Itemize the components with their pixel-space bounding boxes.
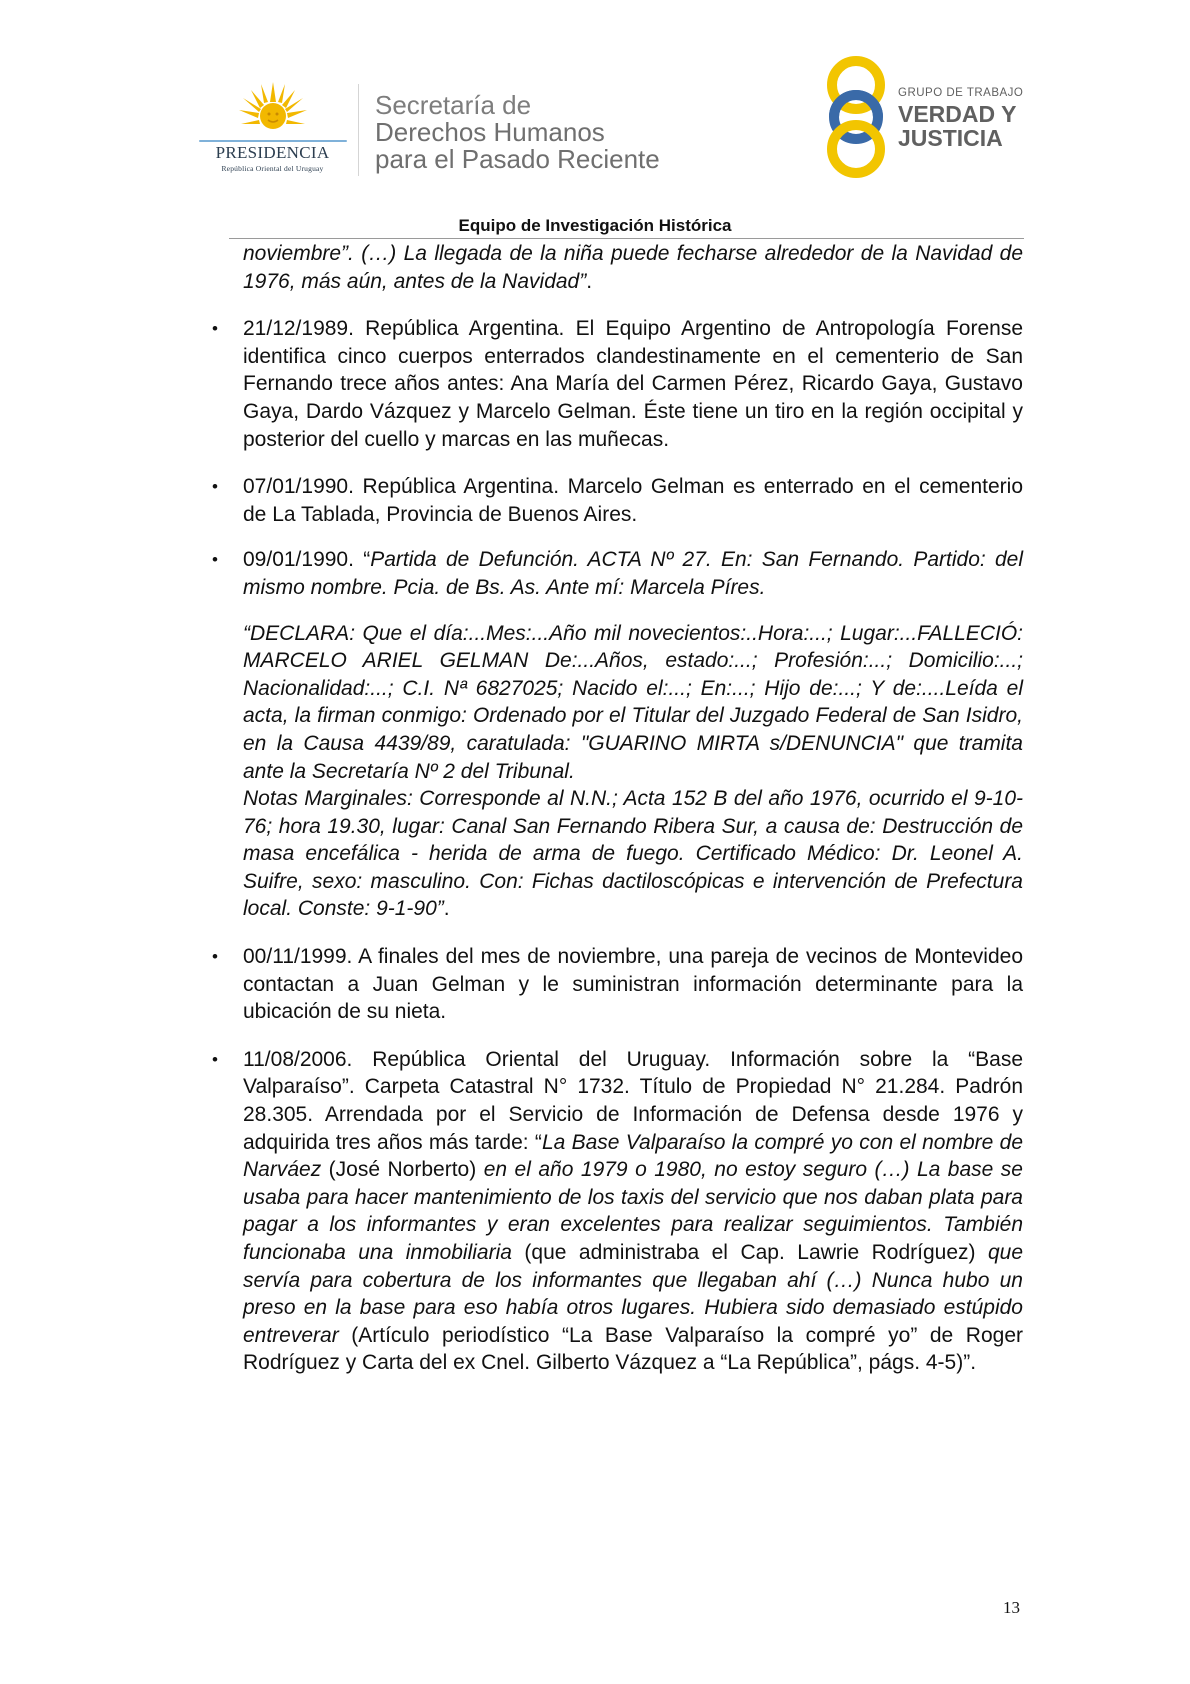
item-italic-part: que servía para cobertura de los informantes que llegaban ahí (…) Nunca hubo un preso en la base para eso había otros lugares. Hubiera sido demasiado estúpido entreverar [243,1241,1024,1347]
item-text: 07/01/1990. República Argentina. Marcelo Gelman es enterrado en el cementerio de La Tablada, Provincia de Buenos Aires. [243,475,1023,526]
item-text [243,1046,1023,1377]
sun-logo-icon [237,80,309,140]
page-number: 13 [1003,1598,1020,1617]
bullet: • [212,1049,218,1069]
intro-paragraph [243,240,1023,295]
list-item [212,943,1023,1026]
item-text-part: (que administraba el Cap. Lawrie Rodríguez) [511,1241,988,1264]
bullet: • [212,319,218,339]
item-text-part: (Artículo periodístico “La Base Valparaíso la compré yo” de Roger Rodríguez y Carta del ex Cnel. Gilberto Vázquez a “La República”, págs. 4-5)”. [243,1323,1023,1375]
item-text-part: (José Norberto) [321,1158,484,1182]
secretaria-line-3: para el Pasado Reciente [375,144,660,174]
verdad-justicia-logo [818,55,1038,180]
intertwined-rings-logo-icon [818,55,894,180]
bullet: • [212,477,218,497]
item-italic-part: en el año 1979 o 1980, no estoy seguro (…) La base se usaba para hacer mantenimiento de los taxis del servicio que nos daban plata para pagar a los informantes y eran excelentes para realizar seguimientos. También funcionaba una inmobiliaria [243,1158,1023,1264]
presidencia-subtitle: República Oriental del Uruguay [221,164,324,173]
header-divider [358,84,359,176]
item-text: 00/11/1999. A finales del mes de noviembre, una pareja de vecinos de Montevideo contactan a Juan Gelman y le suministran información determinante para la ubicación de su nieta. [243,945,1023,1024]
gt-title-line-1: VERDAD Y [898,101,1017,127]
notes-paragraph [243,785,1023,923]
notes-end: . [443,897,450,921]
item-italic-part: La Base Valparaíso la compré yo con el nombre de Narváez [243,1130,1024,1182]
team-heading: Equipo de Investigación Histórica [458,216,732,235]
quote-italic-text: “DECLARA: Que el día:...Mes:...Año mil novecientos:..Hora:...; Lugar:...FALLECIÓ: MARCELO ARIEL GELMAN De:...Años, estado:...; Profesión:...; Domicilio:...; Nacionalidad:...; C.I. Nª 6827025; Nacido el:...; En:...; Hijo de:...; Y de:....Leída el acta, la firman conmigo: Ordenado por el Titular del Juzgado Federal de San Isidro, en la Causa 4439/89, caratulada: "GUARINO MIRTA s/DENUNCIA" que tramita ante la Secretaría Nº 2 del Tribunal. [243,621,1023,783]
presidencia-logo [195,80,350,175]
gt-title-line-2: JUSTICIA [898,125,1003,151]
notes-italic-text: Notas Marginales: Corresponde al N.N.; Acta 152 B del año 1976, ocurrido el 9-10-76; hora 19.30, lugar: Canal San Fernando Ribera Sur, a causa de: Destrucción de masa encefálica - herida de arma de fuego. Certificado Médico: Dr. Leonel A. Suifre, sexo: masculino. Con: Fichas dactiloscópicas e intervención de Prefectura local. Conste: 9-1-90” [243,787,1023,921]
document-body [212,240,1024,1377]
item-date: 09/01/1990. “ [243,548,371,572]
list-item [212,473,1023,528]
list-item [212,315,1023,453]
secretaria-logo-text [375,92,660,173]
item-text: 21/12/1989. República Argentina. El Equipo Argentino de Antropología Forense identifica cinco cuerpos enterrados clandestinamente en el cementerio de San Fernando trece años antes: Ana María del Carmen Pérez, Ricardo Gaya, Gustavo Gaya, Dardo Vázquez y Marcelo Gelman. Éste tiene un tiro en la región occipital y posterior del cuello y marcas en las muñecas. [243,317,1023,451]
secretaria-line-1: Secretaría de [375,90,532,120]
gt-small-label: GRUPO DE TRABAJO [898,87,1024,99]
secretaria-line-2: Derechos Humanos [375,117,605,147]
presidencia-underline [199,140,347,142]
list-item [212,546,1024,923]
item-text-part: 11/08/2006. República Oriental del Uruguay. Información sobre la “Base Valparaíso”. Carpeta Catastral N° 1732. Título de Propiedad N° 21.284. Padrón 28.305. Arrendada por el Servicio de Información de Defensa desde 1976 y adquirida tres años más tarde: “ [243,1047,1023,1154]
item-italic-text: Partida de Defunción. ACTA Nº 27. En: San Fernando. Partido: del mismo nombre. Pcia. de Bs. As. Ante mí: Marcela Píres. [243,548,1024,599]
intro-end: . [586,269,593,293]
intro-italic-text: noviembre”. (…) La llegada de la niña puede fecharse alrededor de la Navidad de 1976, más aún, antes de la Navidad” [243,242,1023,293]
quote-paragraph [243,620,1023,786]
bullet: • [212,550,218,570]
item-text [243,546,1023,601]
bullet: • [212,947,218,967]
header-rule [229,238,1024,239]
presidencia-title: PRESIDENCIA [215,143,330,162]
list-item [212,1046,1024,1377]
